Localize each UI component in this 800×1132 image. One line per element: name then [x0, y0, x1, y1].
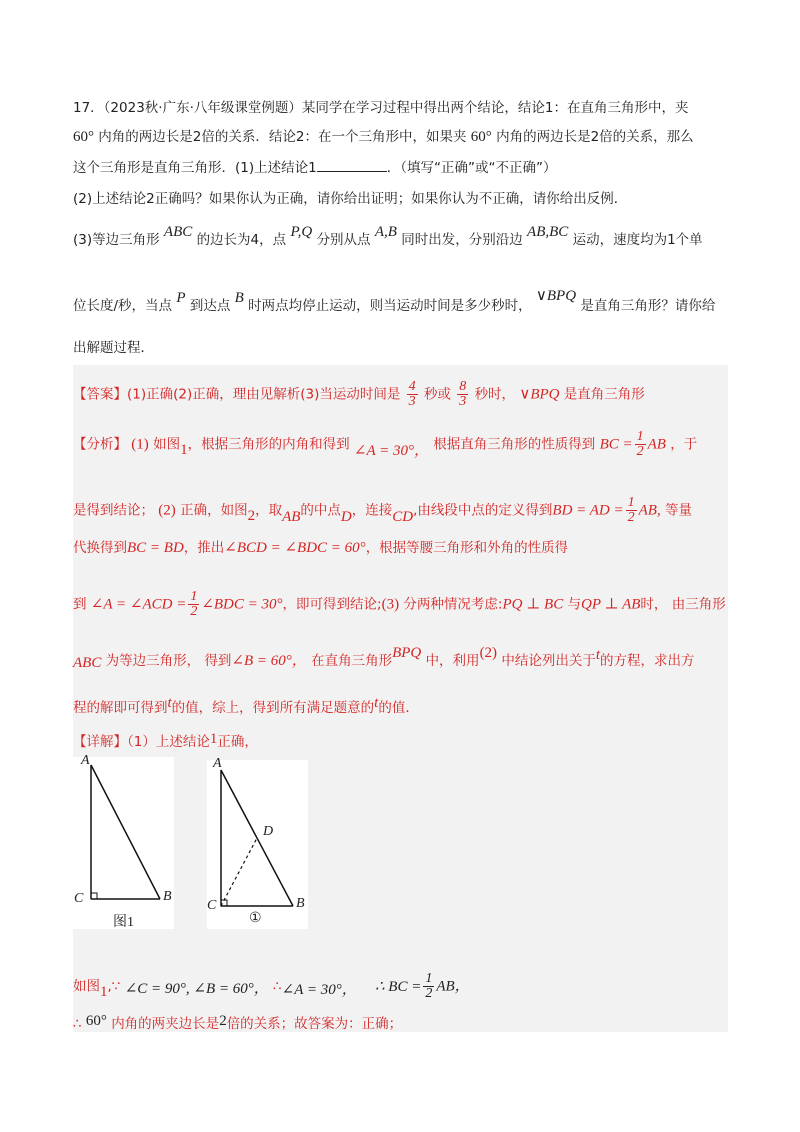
detail-line-1: 【详解】（1）上述结论1正确， — [73, 731, 258, 750]
answer-blank — [317, 157, 387, 172]
fig2-caption: ① — [249, 911, 262, 926]
analysis-line-1: 【分析】 (1) 如图1，根据三角形的内角和得到 ∠A = 30°， 根据直角三角形的性质得到 BC = $\frac{1}{2}$ AB ，于 — [73, 429, 698, 459]
question-line-6: 位长度/秒，当点 P 到达点 B 时两点均停止运动，则当运动时间是多少秒时， ∨BPQ 是直角三角形？请你给 — [73, 288, 716, 314]
question-line-1: 17．（2023秋·广东·八年级课堂例题）某同学在学习过程中得出两个结论，结论1：在直角三角形中，夹 — [73, 100, 689, 116]
figure-2-diagram — [207, 760, 308, 929]
fig1-side-ab — [91, 765, 160, 899]
question-line-7: 出解题过程． — [73, 340, 154, 356]
fig2-segment-cd — [221, 838, 257, 906]
question-line-5: (3)等边三角形 ABC 的边长为4，点 P,Q 分别从点 A,B 同时出发，分别沿边 AB,BC 运动，速度均为1个单 — [73, 224, 703, 248]
fraction-half: $\frac{1}{2}$ — [190, 589, 198, 619]
fig2-label-b: B — [296, 896, 305, 911]
fig1-caption: 图1 — [113, 915, 134, 930]
fig1-label-b: B — [163, 889, 172, 904]
analysis-line-2: 是得到结论； (2) 正确，如图2，取AB的中点D，连接CD,由线段中点的定义得到BD = AD = $\frac{1}{2}$ AB, 等量 — [73, 495, 692, 525]
detail-line-2: 如图1,∵ ∠C = 90°, ∠B = 60°， ∴∠A = 30°， ∴ BC = $\frac{1}{2}$ AB， — [73, 971, 470, 1001]
fig2-label-d: D — [263, 824, 274, 839]
fig2-label-a: A — [213, 756, 222, 771]
analysis-line-4: 到 ∠A = ∠ACD = $\frac{1}{2}$ ∠BDC = 30°，即可得到结论;(3) 分两种情况考虑:PQ ⊥ BC 与QP ⊥ AB时， 由三角形 — [73, 589, 726, 619]
fraction-4-3: $\frac{4}{3}$ — [408, 379, 416, 409]
fraction-8-3: $\frac{8}{3}$ — [459, 379, 467, 409]
fraction-half: $\frac{1}{2}$ — [627, 495, 635, 525]
question-line-3: 这个三角形是直角三角形．(1)上述结论1 ．（填写“正确”或“不正确”） — [73, 157, 556, 178]
answer-line: 【答案】(1)正确(2)正确，理由见解析(3)当运动时间是 $\frac{4}{3}$ 秒或 $\frac{8}{3}$ 秒时， ∨BPQ 是直角三角形 — [73, 379, 645, 409]
fraction-half: $\frac{1}{2}$ — [636, 429, 644, 459]
fig1-label-c: C — [74, 891, 84, 906]
fig2-label-c: C — [207, 898, 217, 913]
question-line-4: (2)上述结论2正确吗？如果你认为正确，请你给出证明；如果你认为不正确，请你给出反例． — [73, 191, 628, 207]
figure-2 — [207, 756, 308, 929]
fraction-half: $\frac{1}{2}$ — [425, 971, 433, 1001]
analysis-line-6: 程的解即可得到t的值，综上，得到所有满足题意的t的值． — [73, 695, 419, 716]
fig1-right-angle-mark — [91, 893, 97, 899]
analysis-line-3: 代换得到BC = BD，推出∠BCD = ∠BDC = 60°，根据等腰三角形和外角的性质得 — [73, 540, 569, 556]
figure-1-diagram — [73, 757, 174, 929]
question-line-2: 60° 内角的两边长是2倍的关系．结论2：在一个三角形中，如果夹 60° 内角的两边长是2倍的关系，那么 — [73, 129, 694, 145]
analysis-line-5: ABC 为等边三角形， 得到∠B = 60°， 在直角三角形BPQ 中，利用(2) 中结论列出关于t的方程，求出方 — [73, 645, 695, 671]
fig1-label-a: A — [81, 753, 90, 768]
detail-line-3: ∴ 60° 内角的两夹边长是2倍的关系；故答案为：正确； — [73, 1013, 403, 1032]
figure-1 — [73, 753, 174, 930]
